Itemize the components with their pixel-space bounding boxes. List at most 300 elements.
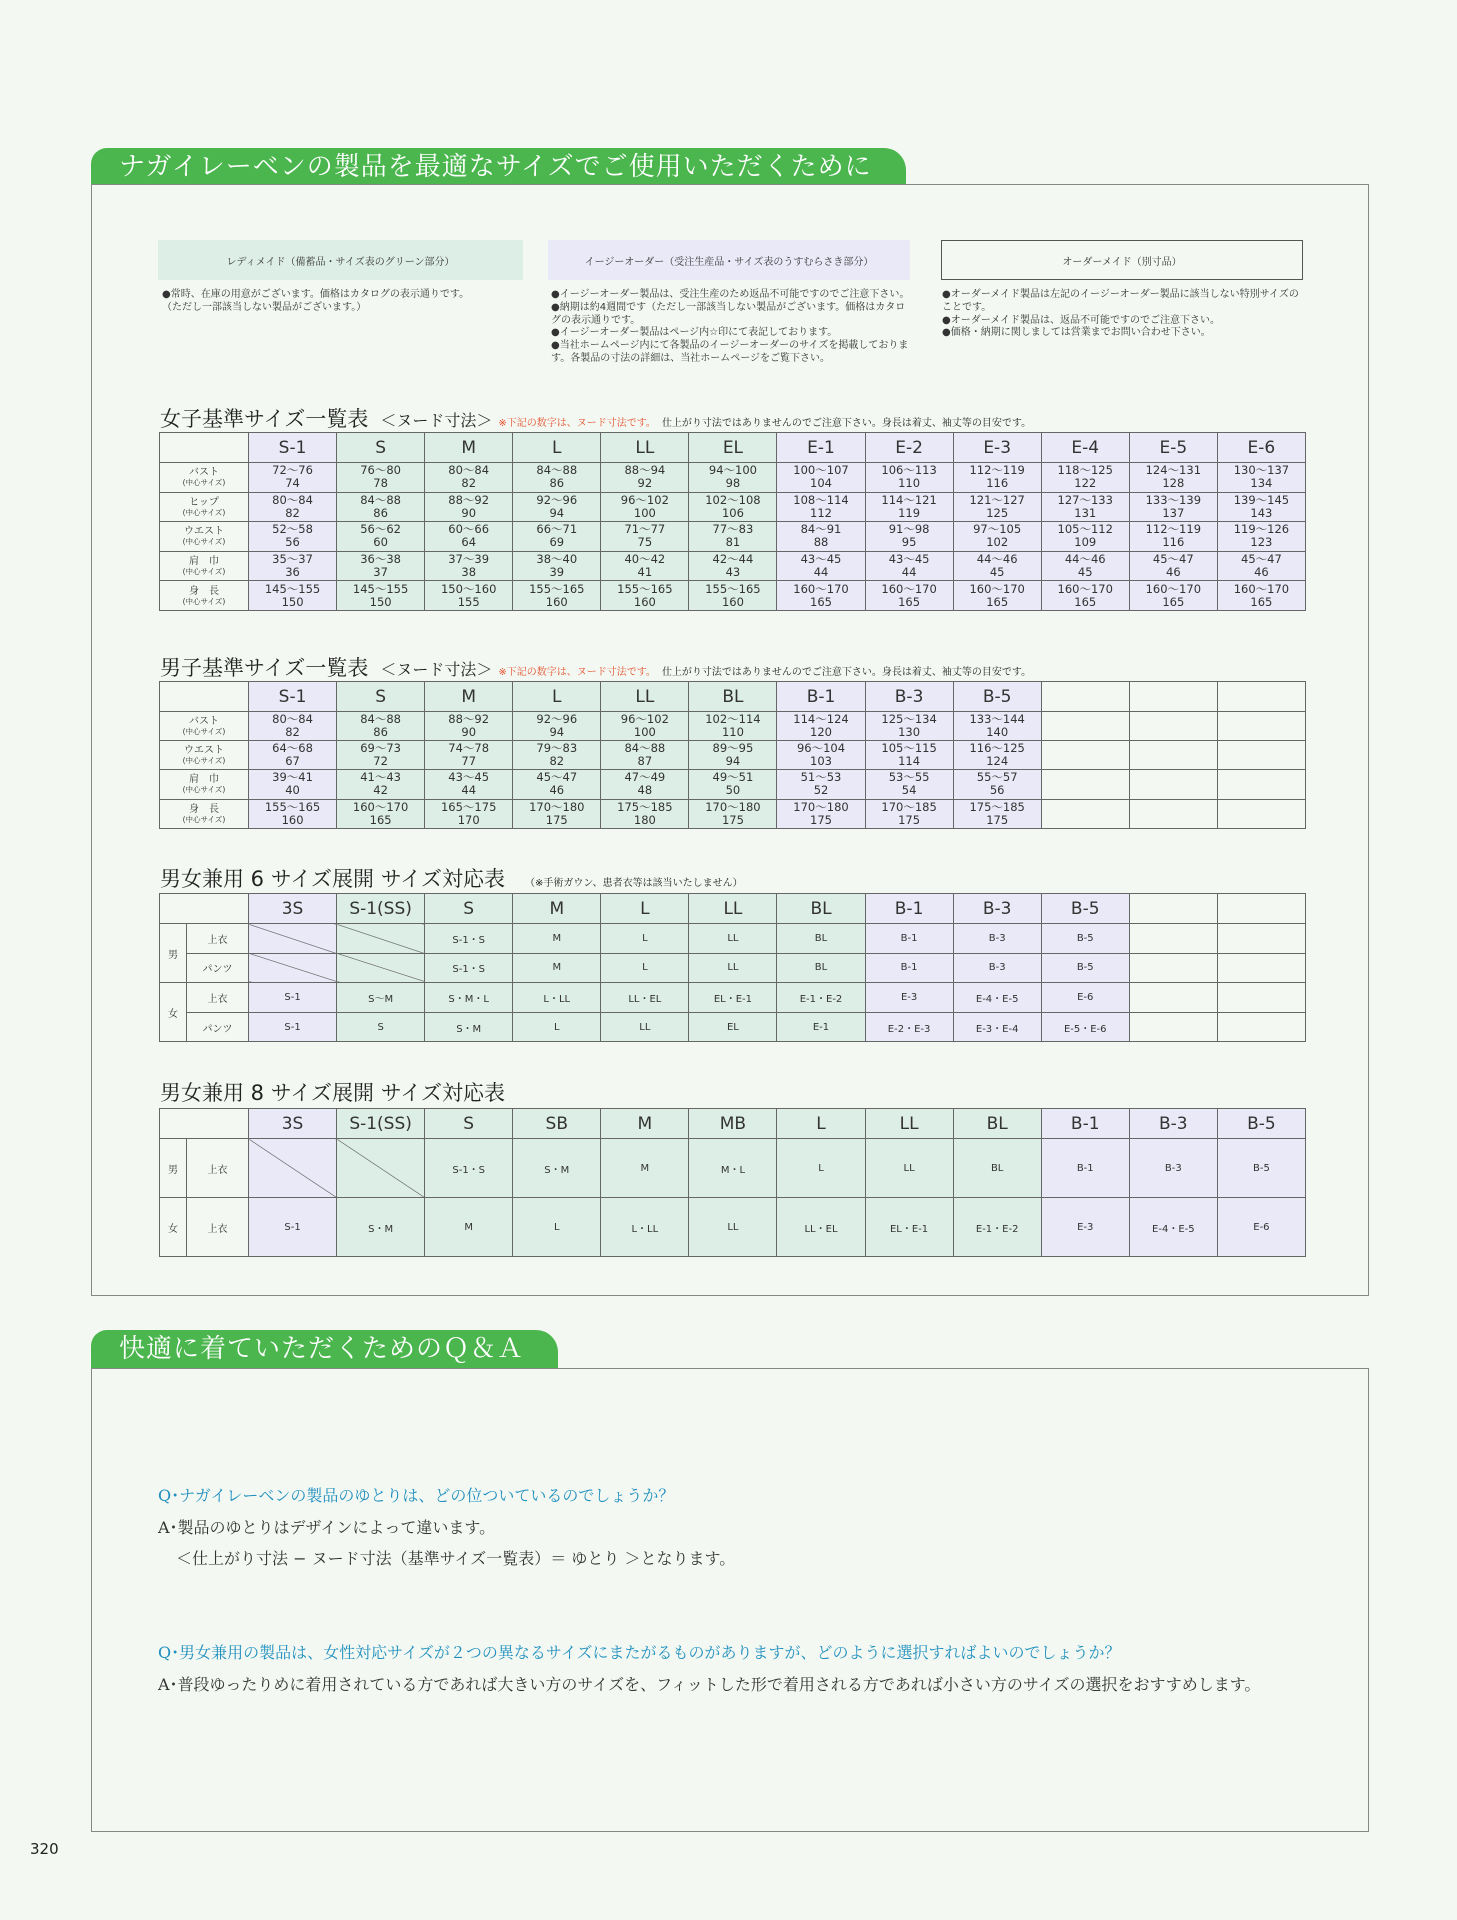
legend-easy-order-label: イージーオーダー（受注生産品・サイズ表のうすむらさき部分） (584, 256, 874, 268)
measure-label: ウエスト (184, 745, 224, 757)
size-range: 133〜139 (1145, 492, 1202, 507)
size-value-cell (337, 712, 425, 741)
size-map-cell (777, 1198, 865, 1257)
unisex-6-title (160, 863, 743, 893)
size-center: 95 (901, 535, 917, 550)
size-value-cell (1217, 741, 1305, 770)
sex-label: 女 (168, 1008, 178, 1020)
size-value-cell (953, 770, 1041, 799)
size-header-cell (425, 433, 513, 463)
size-map-value: BL (814, 962, 828, 974)
size-map-cell (1129, 983, 1217, 1013)
size-map-value: M (552, 962, 562, 974)
size-map-cell (1217, 953, 1305, 983)
size-value-cell (425, 799, 513, 828)
size-center: 100 (633, 725, 656, 740)
size-value-cell (689, 463, 777, 493)
size-range: 79〜83 (536, 741, 578, 756)
size-header-cell (249, 433, 337, 463)
size-map-value: LL (639, 1021, 651, 1033)
size-value-cell (601, 741, 689, 770)
size-map-value: M (552, 932, 562, 944)
size-value-cell (689, 770, 777, 799)
size-map-cell (1217, 1198, 1305, 1257)
size-map-cell (689, 983, 777, 1013)
size-map-cell (1041, 1012, 1129, 1042)
size-center: 128 (1162, 476, 1185, 491)
women-size-subtitle: ＜ヌード寸法＞ (380, 411, 493, 430)
size-map-value: EL・E-1 (713, 993, 753, 1005)
size-center: 165 (810, 594, 832, 609)
size-range: 155〜165 (617, 581, 673, 596)
size-value-cell (1129, 551, 1217, 581)
size-range: 100〜107 (793, 463, 849, 478)
measure-label-cell (160, 770, 249, 799)
size-range: 92〜96 (536, 712, 578, 727)
empty-diagonal-cell (249, 924, 337, 954)
size-value-cell (1041, 741, 1129, 770)
size-label: B-1 (894, 898, 924, 919)
size-map-cell (601, 983, 689, 1013)
size-map-value: S・M (368, 1223, 394, 1235)
size-range: 43〜45 (800, 552, 842, 567)
size-center: 60 (373, 535, 388, 550)
size-center: 90 (461, 725, 477, 740)
men-size-note: 仕上がり寸法ではありませんのでご注意下さい。身長は着丈、袖丈等の目安です。 (661, 667, 1032, 678)
legend-easy-order (548, 240, 910, 280)
size-value-cell (513, 770, 601, 799)
garment-label: 上衣 (207, 1164, 228, 1176)
empty-diagonal-cell (249, 953, 337, 983)
size-center: 160 (633, 594, 656, 609)
size-value-cell (249, 799, 337, 828)
women-size-note-red: ※下記の数字は、ヌード寸法です。 (498, 418, 656, 429)
size-map-cell (689, 1198, 777, 1257)
size-center: 54 (901, 783, 917, 798)
qa-panel (91, 1368, 1369, 1832)
size-label: S-1 (278, 437, 307, 458)
size-header-cell (337, 894, 425, 924)
measure-label: 肩 巾 (189, 774, 219, 786)
size-center: 110 (898, 476, 921, 491)
size-range: 170〜185 (881, 799, 937, 814)
size-label: LL (635, 686, 655, 707)
size-map-cell (865, 1012, 953, 1042)
size-range: 49〜51 (712, 770, 754, 785)
size-map-cell (601, 924, 689, 954)
size-value-cell (601, 522, 689, 552)
size-map-value: L (642, 962, 648, 974)
size-label: S-1(SS) (349, 898, 412, 919)
size-header-cell (1217, 1109, 1305, 1139)
size-header-cell (953, 682, 1041, 712)
size-map-value: E-4・E-5 (975, 993, 1019, 1005)
size-label: E-2 (895, 437, 923, 458)
size-center: 94 (549, 505, 565, 520)
women-size-title (160, 403, 1031, 433)
size-range: 53〜55 (888, 770, 930, 785)
size-center: 81 (725, 535, 741, 550)
size-center: 75 (637, 535, 653, 550)
size-header-cell (601, 682, 689, 712)
unisex-8-title (160, 1077, 505, 1107)
size-value-cell (1041, 463, 1129, 493)
size-map-cell (513, 1139, 601, 1198)
size-map-value: L・LL (631, 1223, 659, 1235)
women-size-table (159, 432, 1306, 611)
size-center: 165 (1162, 594, 1185, 609)
size-label: B-1 (1070, 1113, 1100, 1134)
measure-sublabel: (中心サイズ) (182, 596, 226, 606)
size-map-value: BL (814, 932, 828, 944)
size-value-cell (425, 741, 513, 770)
size-header-cell (777, 894, 865, 924)
size-center: 137 (1162, 505, 1185, 520)
size-range: 108〜114 (793, 492, 849, 507)
size-center: 94 (549, 725, 565, 740)
size-label: S-1 (278, 686, 307, 707)
size-center: 92 (637, 476, 653, 491)
size-map-cell (953, 1139, 1041, 1198)
size-range: 94〜100 (708, 463, 757, 478)
size-header-cell (1041, 682, 1129, 712)
size-center: 45 (989, 565, 1005, 580)
size-value-cell (865, 712, 953, 741)
size-value-cell (1129, 522, 1217, 552)
size-range: 175〜185 (617, 799, 673, 814)
garment-label: 上衣 (207, 1223, 228, 1235)
size-center: 46 (1166, 565, 1181, 580)
size-center: 77 (461, 754, 477, 769)
legend-order-made (941, 240, 1303, 280)
size-center: 78 (373, 476, 388, 491)
size-value-cell (249, 770, 337, 799)
size-range: 92〜96 (536, 492, 578, 507)
eight-corner-cell (160, 1109, 249, 1139)
size-label: L (552, 686, 562, 707)
size-map-cell (249, 983, 337, 1013)
size-center: 86 (549, 476, 565, 491)
size-value-cell (1129, 712, 1217, 741)
size-map-cell (1217, 924, 1305, 954)
size-range: 35〜37 (272, 552, 313, 567)
size-map-value: E-3 (900, 991, 918, 1003)
size-map-value: M・L (720, 1164, 746, 1176)
size-center: 41 (637, 565, 653, 580)
unisex-8-table (159, 1108, 1306, 1257)
size-range: 119〜126 (1233, 522, 1290, 537)
size-value-cell (425, 712, 513, 741)
size-value-cell (601, 799, 689, 828)
size-center: 123 (1250, 535, 1273, 550)
size-value-cell (865, 741, 953, 770)
size-value-cell (513, 463, 601, 493)
men-size-title (160, 652, 1031, 682)
size-value-cell (425, 522, 513, 552)
size-range: 102〜108 (705, 492, 761, 507)
size-range: 130〜137 (1233, 463, 1290, 478)
size-range: 96〜104 (796, 741, 846, 756)
women-size-title-text: 女子基準サイズ一覧表 (160, 407, 369, 431)
size-map-cell (513, 924, 601, 954)
size-map-cell (425, 983, 513, 1013)
measure-label: バスト (189, 467, 219, 479)
size-map-cell (601, 953, 689, 983)
size-map-cell (425, 1139, 513, 1198)
size-header-cell (865, 433, 953, 463)
garment-label: 上衣 (207, 993, 228, 1005)
size-map-cell (865, 1198, 953, 1257)
size-range: 160〜170 (793, 581, 849, 596)
size-range: 45〜47 (1152, 552, 1194, 567)
size-map-value: E-1・E-2 (799, 993, 843, 1005)
size-label: S (375, 437, 387, 458)
size-header-cell (337, 682, 425, 712)
section-header-size: ナガイレーベンの製品を最適なサイズでご使用いただくために (91, 148, 906, 186)
size-map-value: B-5 (1076, 932, 1094, 944)
size-range: 91〜98 (888, 522, 930, 537)
unisex-6-table (159, 893, 1306, 1042)
size-map-cell (601, 1012, 689, 1042)
size-header-cell (1041, 433, 1129, 463)
size-map-value: E-6 (1253, 1221, 1270, 1233)
size-center: 150 (369, 594, 392, 609)
size-map-value: E-1 (812, 1021, 830, 1033)
size-map-value: S (377, 1021, 384, 1033)
measure-sublabel: (中心サイズ) (182, 507, 226, 517)
size-range: 155〜165 (264, 799, 321, 814)
size-header-cell (865, 682, 953, 712)
size-label: L (640, 898, 650, 919)
size-range: 77〜83 (712, 522, 754, 537)
garment-label-cell (187, 924, 249, 954)
size-map-cell (689, 953, 777, 983)
size-map-cell (1129, 953, 1217, 983)
size-center: 72 (373, 754, 388, 769)
size-range: 150〜160 (440, 581, 497, 596)
size-value-cell (1217, 799, 1305, 828)
size-map-value: BL (990, 1162, 1004, 1174)
measure-sublabel: (中心サイズ) (182, 567, 226, 577)
size-center: 116 (1162, 535, 1185, 550)
size-center: 120 (810, 725, 832, 740)
size-center: 87 (637, 754, 653, 769)
size-value-cell (865, 770, 953, 799)
size-value-cell (777, 799, 865, 828)
size-header-cell (777, 1109, 865, 1139)
garment-label-cell (187, 953, 249, 983)
size-map-value: E-2・E-3 (887, 1023, 931, 1035)
size-value-cell (777, 770, 865, 799)
size-header-cell (689, 1109, 777, 1139)
size-value-cell (337, 581, 425, 611)
size-center: 46 (549, 783, 565, 798)
size-range: 170〜180 (793, 799, 849, 814)
size-range: 45〜47 (536, 770, 578, 785)
size-label: S-1(SS) (349, 1113, 412, 1134)
size-map-value: B-1 (900, 962, 918, 974)
size-value-cell (953, 799, 1041, 828)
size-value-cell (601, 581, 689, 611)
size-range: 43〜45 (448, 770, 490, 785)
men-size-note-red: ※下記の数字は、ヌード寸法です。 (498, 667, 656, 678)
size-value-cell (337, 522, 425, 552)
size-range: 44〜46 (976, 552, 1018, 567)
size-center: 170 (457, 812, 480, 827)
size-map-cell (513, 1198, 601, 1257)
measure-label-cell (160, 712, 249, 741)
size-header-cell (865, 894, 953, 924)
size-value-cell (953, 741, 1041, 770)
size-value-cell (953, 492, 1041, 522)
size-header-cell (337, 1109, 425, 1139)
size-center: 150 (281, 594, 304, 609)
size-range: 69〜73 (360, 741, 401, 756)
size-range: 80〜84 (448, 463, 490, 478)
size-range: 47〜49 (624, 770, 666, 785)
size-range: 116〜125 (969, 741, 1025, 756)
size-value-cell (865, 492, 953, 522)
size-center: 102 (986, 535, 1009, 550)
size-value-cell (1129, 463, 1217, 493)
size-map-value: B-1 (900, 932, 918, 944)
size-header-cell (1041, 894, 1129, 924)
size-center: 175 (986, 812, 1009, 827)
size-header-cell (601, 894, 689, 924)
measure-label-cell (160, 551, 249, 581)
size-value-cell (249, 492, 337, 522)
size-range: 80〜84 (272, 712, 313, 727)
size-value-cell (1041, 551, 1129, 581)
sex-label-cell (160, 983, 187, 1042)
measure-label-cell (160, 799, 249, 828)
size-map-cell (1217, 1012, 1305, 1042)
size-value-cell (777, 581, 865, 611)
size-range: 133〜144 (969, 712, 1025, 727)
size-value-cell (953, 581, 1041, 611)
unisex-6-title-text: 男女兼用 6 サイズ展開 サイズ対応表 (160, 867, 506, 891)
six-corner-cell (160, 894, 249, 924)
size-map-value: E-3・E-4 (975, 1023, 1019, 1035)
measure-label-cell (160, 463, 249, 493)
sex-label-cell (160, 1198, 187, 1257)
size-value-cell (1129, 581, 1217, 611)
section-header-qa: 快適に着ていただくためのＱ＆Ａ (91, 1330, 558, 1368)
measure-sublabel: (中心サイズ) (182, 727, 226, 737)
size-label: BL (986, 1113, 1008, 1134)
size-map-value: LL (727, 932, 739, 944)
size-range: 165〜175 (440, 799, 497, 814)
size-value-cell (1217, 770, 1305, 799)
size-value-cell (865, 551, 953, 581)
size-center: 82 (549, 754, 565, 769)
size-value-cell (337, 492, 425, 522)
size-value-cell (513, 522, 601, 552)
size-label: 3S (281, 1113, 304, 1134)
size-header-cell (689, 433, 777, 463)
size-header-cell (1217, 682, 1305, 712)
size-center: 122 (1074, 476, 1097, 491)
size-value-cell (337, 770, 425, 799)
size-value-cell (953, 522, 1041, 552)
size-map-value: L (553, 1221, 560, 1233)
size-value-cell (1041, 799, 1129, 828)
qa-question-2: Q･男女兼用の製品は、女性対応サイズが２つの異なるサイズにまたがるものがありますが、どのように選択すればよいのでしょうか？ (158, 1643, 1121, 1662)
size-label: M (637, 1113, 653, 1134)
size-label: S (375, 686, 387, 707)
size-value-cell (777, 741, 865, 770)
size-map-value: S-1・S (452, 934, 486, 946)
size-range: 106〜113 (881, 463, 937, 478)
size-center: 42 (373, 783, 388, 798)
size-map-cell (337, 1012, 425, 1042)
size-value-cell (1129, 741, 1217, 770)
size-map-value: S〜M (368, 993, 394, 1005)
size-map-cell (249, 1012, 337, 1042)
size-map-value: E-1・E-2 (975, 1223, 1019, 1235)
measure-label: ヒップ (189, 496, 219, 508)
qa-answer-2-line-1: A･普段ゆったりめに着用されている方であれば大きい方のサイズを、フィットした形で着用される方であれば小さい方のサイズの選択をおすすめします。 (158, 1675, 1261, 1694)
garment-label: 上衣 (207, 934, 228, 946)
size-center: 165 (898, 594, 921, 609)
size-range: 52〜58 (272, 522, 313, 537)
size-map-cell (865, 983, 953, 1013)
size-header-cell (1129, 433, 1217, 463)
size-center: 40 (285, 783, 300, 798)
size-map-value: B-3 (988, 932, 1006, 944)
size-label: E-5 (1159, 437, 1188, 458)
size-map-value: B-5 (1252, 1162, 1270, 1174)
size-center: 52 (813, 783, 829, 798)
size-header-cell (953, 433, 1041, 463)
size-center: 56 (285, 535, 300, 550)
size-range: 127〜133 (1057, 492, 1113, 507)
size-center: 106 (721, 505, 744, 520)
size-header-cell (1129, 682, 1217, 712)
size-label: LL (899, 1113, 919, 1134)
size-range: 160〜170 (969, 581, 1025, 596)
size-value-cell (689, 799, 777, 828)
size-center: 100 (633, 505, 656, 520)
size-label: EL (722, 437, 744, 458)
size-value-cell (513, 551, 601, 581)
size-header-cell (337, 433, 425, 463)
size-map-cell (1041, 953, 1129, 983)
size-center: 175 (721, 812, 744, 827)
size-value-cell (1041, 492, 1129, 522)
empty-diagonal-cell (249, 1139, 337, 1198)
size-range: 84〜91 (800, 522, 842, 537)
size-range: 41〜43 (360, 770, 401, 785)
size-center: 143 (1250, 505, 1273, 520)
size-map-value: E-3 (1077, 1221, 1094, 1233)
measure-sublabel: (中心サイズ) (182, 785, 226, 795)
size-label: LL (723, 898, 743, 919)
sex-label: 男 (168, 949, 178, 961)
size-map-cell (1129, 1012, 1217, 1042)
size-value-cell (777, 551, 865, 581)
size-center: 46 (1254, 565, 1269, 580)
size-value-cell (337, 551, 425, 581)
legend-ready-made-label: レディメイド（備蓄品・サイズ表のグリーン部分） (226, 256, 455, 268)
size-range: 160〜170 (881, 581, 937, 596)
size-value-cell (513, 492, 601, 522)
size-value-cell (601, 712, 689, 741)
size-center: 44 (813, 565, 829, 580)
size-map-cell (601, 1198, 689, 1257)
size-center: 160 (281, 812, 304, 827)
size-center: 104 (810, 476, 832, 491)
